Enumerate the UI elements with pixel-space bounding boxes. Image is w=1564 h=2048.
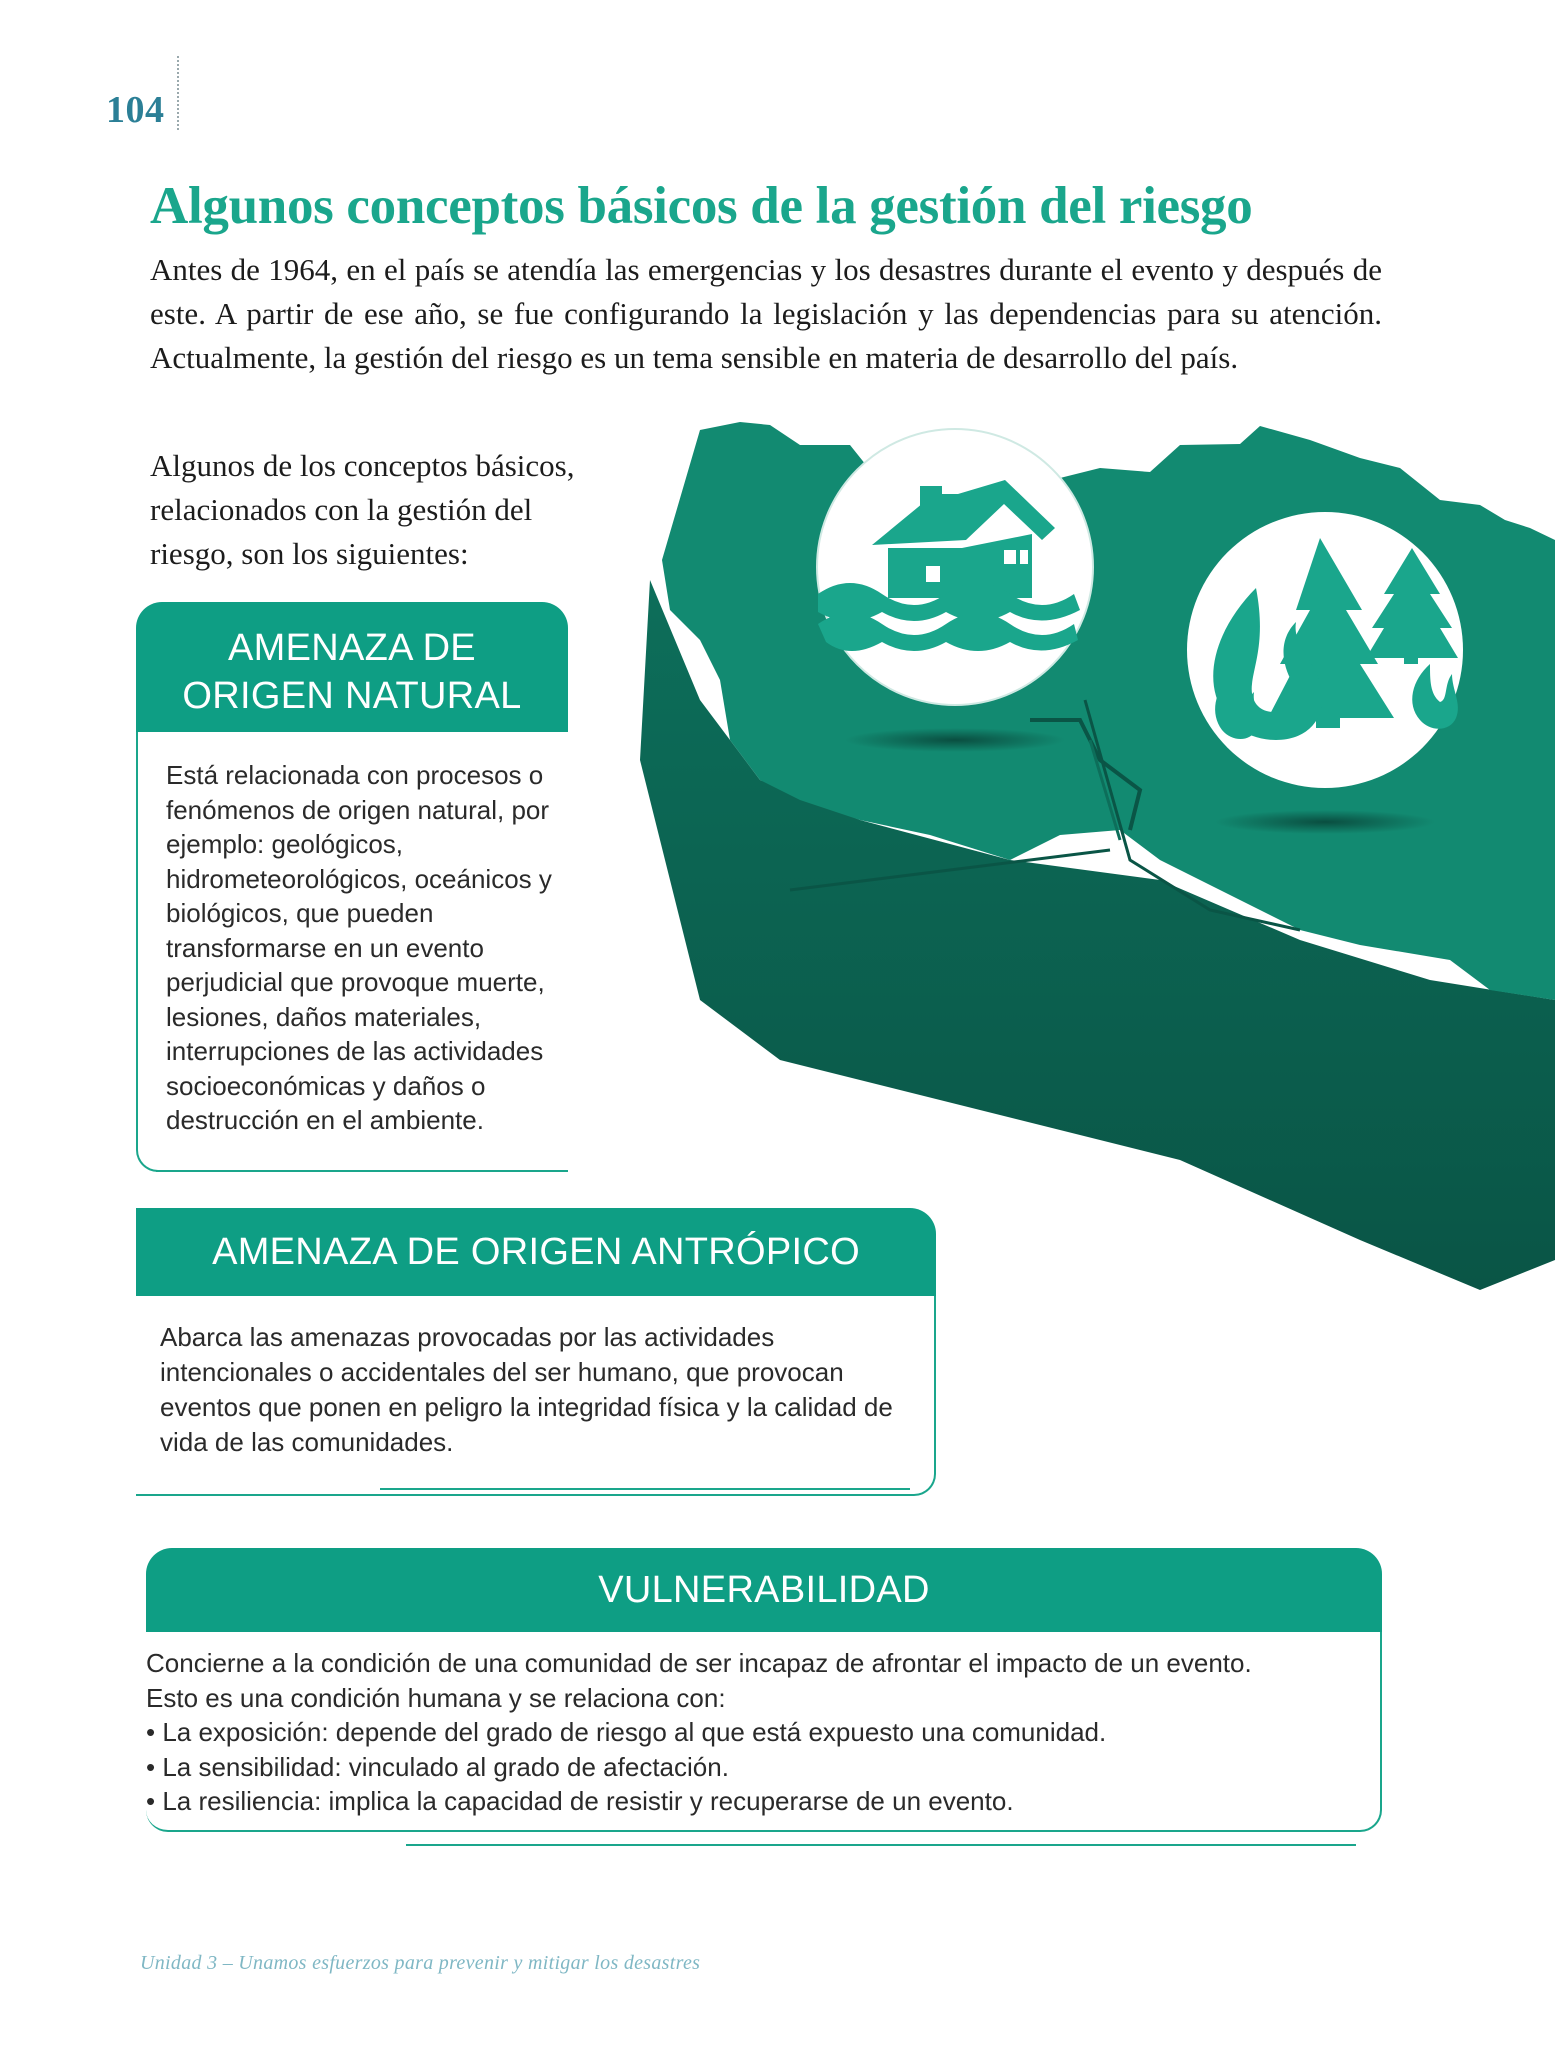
intro-paragraph: Antes de 1964, en el país se atendía las emergencias y los desastres durante el evento y después de este. A partir de ese año, se fue configurando la legislación y las dependencias para su atención. Actualmente, la gestión del riesgo es un tema sensible en materia de desarrollo del país.: [150, 252, 1382, 375]
vulnerability-bullet-sensitivity: • La sensibilidad: vinculado al grado de afectación.: [146, 1751, 729, 1782]
natural-threat-box: [136, 602, 568, 1172]
anthropic-threat-body: [136, 1296, 936, 1496]
vulnerability-bullet-exposure: • La exposición: depende del grado de riesgo al que está expuesto una comunidad.: [146, 1717, 1107, 1747]
anthropic-threat-box: [136, 1208, 936, 1496]
vulnerability-header: [146, 1548, 1382, 1632]
page-title: Algunos conceptos básicos de la gestión del riesgo: [150, 177, 1253, 235]
vulnerability-bottom-rule: [406, 1844, 1356, 1846]
vulnerability-body: [146, 1632, 1382, 1832]
intro-paragraph-2: Algunos de los conceptos básicos, relacionados con la gestión del riesgo, son los siguientes:: [150, 448, 575, 571]
vulnerability-bullet-resilience: • La resiliencia: implica la capacidad de resistir y recuperarse de un evento.: [146, 1786, 1014, 1816]
vulnerability-line1: Concierne a la condición de una comunidad de ser incapaz de afrontar el impacto de un evento.: [146, 1648, 1252, 1678]
forest-fire-icon: [1187, 512, 1463, 788]
icon-shadow-fire: [1215, 810, 1435, 834]
anthropic-threat-header: [136, 1208, 936, 1296]
natural-threat-header: [136, 602, 568, 732]
anthropic-threat-text: Abarca las amenazas provocadas por las actividades intencionales o accidentales del ser humano, que provocan eventos que ponen en peligro la integridad física y la calidad de vida de las comunidades.: [160, 1322, 893, 1457]
vulnerability-line2: Esto es una condición humana y se relaciona con:: [146, 1682, 726, 1713]
natural-threat-text: Está relacionada con procesos o fenómenos de origen natural, por ejemplo: geológicos, hidrometeorológicos, oceánicos y biológicos, que pueden transformarse en un evento perjudicial que provoque muerte, lesiones, daños materiales, interrupciones de las actividades socioeconómicas y daños o destrucción en el ambiente.: [166, 760, 552, 1135]
icon-shadow-flood: [845, 728, 1065, 752]
vulnerability-title: VULNERABILIDAD: [598, 1569, 930, 1611]
anthropic-threat-bottom-rule: [380, 1488, 910, 1490]
page-number: 104: [106, 89, 165, 131]
natural-threat-body: [136, 732, 568, 1172]
natural-threat-title-line2: ORIGEN NATURAL: [182, 675, 522, 717]
natural-threat-title-line1: AMENAZA DE: [228, 627, 476, 669]
natural-threat-bottom-rule: [156, 1170, 534, 1172]
flood-house-icon: [817, 429, 1093, 705]
anthropic-threat-title: AMENAZA DE ORIGEN ANTRÓPICO: [212, 1231, 860, 1273]
vulnerability-box: [146, 1548, 1382, 1832]
page-footer: Unidad 3 – Unamos esfuerzos para prevenir y mitigar los desastres: [140, 1952, 701, 1974]
